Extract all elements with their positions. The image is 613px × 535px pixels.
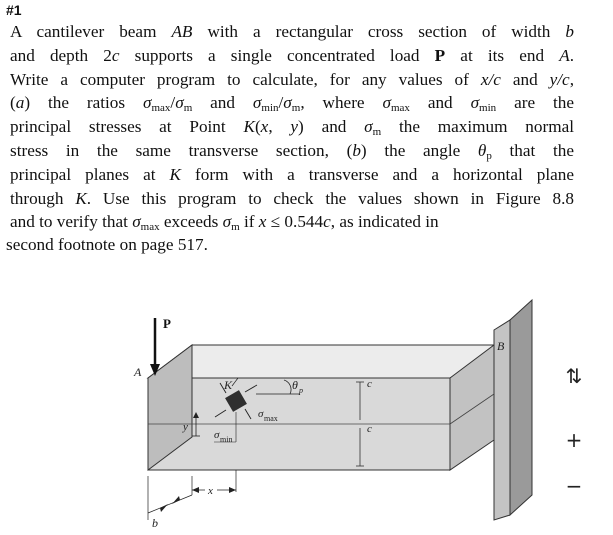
problem-text-segment: at its end (445, 45, 560, 65)
problem-text-segment: b (565, 22, 574, 41)
zoom-in-button[interactable]: + (560, 426, 588, 454)
label-theta: θ (292, 378, 298, 392)
problem-text-segment: P (434, 45, 446, 65)
problem-text-segment: the maximum normal (381, 117, 574, 137)
problem-text-segment: σ (470, 93, 480, 113)
label-b-width: b (152, 516, 158, 530)
problem-text-segment: max (140, 221, 160, 234)
label-sigma-min-sub: min (220, 435, 233, 444)
label-x: x (208, 485, 213, 497)
problem-text-segment: ) the ratios (24, 93, 143, 113)
problem-text-segment: if (239, 212, 259, 232)
problem-text-segment: exceeds (159, 212, 223, 232)
problem-text-segment: and to verify that (10, 212, 133, 232)
problem-text-segment: ) the angle (360, 140, 478, 160)
problem-text-segment: with a rectangular cross section of width (192, 22, 566, 41)
problem-text-segment: σ (142, 93, 152, 113)
problem-text-segment: Write a computer program to calculate, for any values of (10, 69, 481, 89)
problem-text-segment: ) and (298, 117, 365, 137)
problem-text-segment: K (169, 164, 182, 184)
problem-text-segment: σ (252, 93, 262, 113)
problem-text-segment: AB (171, 22, 193, 41)
problem-text-segment: / (170, 93, 176, 113)
zoom-out-button[interactable]: − (560, 472, 588, 500)
problem-text-segment: and (500, 69, 550, 89)
problem-text-segment: max (390, 102, 410, 115)
problem-text-segment: through (10, 188, 76, 208)
problem-text-segment: σ (132, 212, 141, 232)
problem-text-segment: m (183, 102, 193, 115)
problem-text-segment: c (323, 212, 331, 232)
problem-text-segment: σ (382, 93, 391, 113)
problem-text-segment: y (290, 117, 299, 137)
problem-text-segment: min (479, 102, 497, 115)
problem-text-segment: , as indicated in (330, 212, 439, 232)
problem-text-segment: K (243, 117, 255, 137)
problem-text-segment: m (231, 221, 240, 234)
problem-text-segment: and (409, 93, 471, 113)
problem-text-segment: σ (222, 212, 232, 232)
problem-text-segment: are the (496, 93, 574, 113)
label-sigma-max-sub: max (264, 414, 278, 423)
problem-text-segment: K (75, 188, 87, 208)
problem-text-segment: stress in the same transverse section, ( (10, 140, 353, 160)
problem-text-segment: ( (10, 93, 16, 113)
problem-text-segment: . (569, 45, 574, 65)
problem-text-segment: supports a single concentrated load (119, 45, 435, 65)
problem-text-segment: min (261, 102, 279, 115)
label-sigma-max: σ (258, 408, 264, 420)
label-b-end: B (497, 339, 505, 353)
problem-text-segment: form with a transverse and a horizontal plane (181, 164, 574, 184)
problem-text-segment: that the (491, 140, 574, 160)
problem-text-segment: principal planes at (10, 164, 170, 184)
problem-text-segment: and (192, 93, 253, 113)
problem-text-segment: c (111, 45, 120, 65)
problem-text-segment: x (258, 212, 267, 232)
problem-text-segment: , (268, 117, 291, 137)
beam-top-face (148, 345, 494, 378)
problem-text-segment: m (372, 126, 382, 139)
problem-text-segment: / (278, 93, 284, 113)
problem-text-segment: b (352, 140, 361, 160)
problem-text-segment: ≤ 0.544 (266, 212, 324, 232)
cantilever-beam (148, 345, 494, 470)
width-and-x-dimension (148, 470, 236, 530)
problem-text-segment: y/c (549, 69, 570, 89)
fit-to-page-button[interactable]: ⇅ (560, 362, 588, 390)
label-k: K (224, 378, 233, 392)
label-theta-sub: p (299, 386, 303, 395)
problem-number: #1 (6, 2, 22, 18)
problem-text-segment: A (559, 45, 570, 65)
problem-text-segment: σ (175, 93, 184, 113)
problem-text-segment: max (151, 102, 171, 115)
label-a: A (134, 365, 142, 379)
problem-statement-last-line: second footnote on page 517. (6, 235, 208, 254)
label-c-bottom: c (367, 423, 372, 435)
problem-text-segment: θ (477, 140, 487, 160)
problem-text-segment: σ (364, 117, 373, 137)
problem-text-segment: A cantilever beam (10, 22, 172, 41)
label-p: P (163, 316, 171, 331)
problem-text-segment: σ (283, 93, 292, 113)
problem-text-segment: and depth 2 (10, 45, 112, 65)
label-y: y (183, 421, 188, 433)
problem-text-segment: . Use this program to check the values shown in Figure 8.8 (86, 188, 575, 208)
support-wall (494, 300, 532, 520)
label-c-top: c (367, 378, 372, 390)
problem-text-segment: a (15, 93, 25, 113)
problem-text-segment: p (486, 149, 492, 162)
problem-text-segment: ( (254, 117, 261, 137)
problem-text-segment: x/c (480, 69, 501, 89)
label-sigma-min: σ (214, 429, 220, 441)
wall-front-face (510, 300, 532, 515)
problem-text-segment: m (291, 102, 301, 115)
problem-text-segment: , (569, 69, 574, 89)
problem-text-segment: principal stresses at Point (10, 117, 244, 137)
problem-text-segment: , where (300, 93, 383, 113)
problem-text-segment: x (260, 117, 269, 137)
